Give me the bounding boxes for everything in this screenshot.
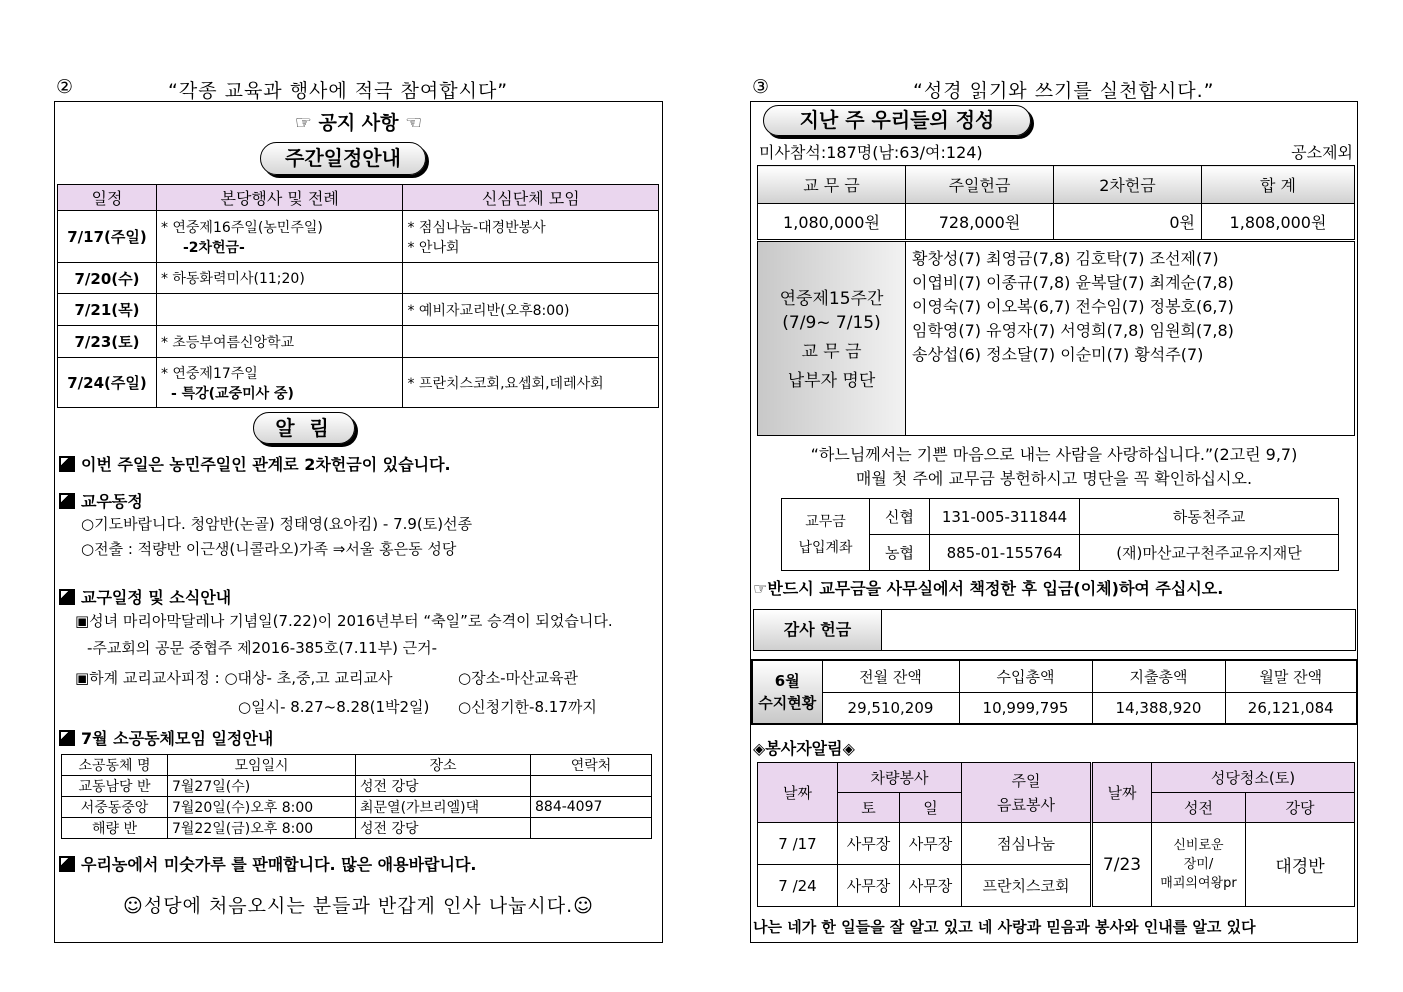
schedule-groups: * 예비자교리반(오후8:00) [403,294,659,326]
event-line: -2차헌금- [182,239,245,256]
small-cell [531,776,652,797]
vol-date: 7 /17 [758,823,838,865]
contributor-label-line: (7/9~ 7/15) [782,313,881,333]
finance-header: 지출총액 [1092,660,1225,692]
group-line: * 점심나눔-대경반봉사 [407,219,546,236]
account-number: 131-005-311844 [930,499,1080,535]
vol-drink: 프란치스코회 [962,865,1092,907]
small-community-title: 7월 소공동체모임 일정안내 [81,729,274,748]
vol-hall: 대경반 [1246,823,1355,907]
parish-news-title: 교우동정 [81,492,143,511]
schedule-groups [403,211,659,263]
offering-header: 합 계 [1202,166,1355,204]
vol-drink: 점심나눔 [962,823,1092,865]
event-line: * 연중제17주일 [160,365,258,382]
finance-header: 전월 잔액 [822,660,959,692]
farmer-sunday-notice [59,452,451,475]
small-cell: 교동남당 반 [62,776,168,797]
offering-value: 0원 [1054,204,1202,240]
schedule-events [156,358,403,408]
greeting: ☺성당에 처음오시는 분들과 반갑게 인사 나눕시다.☺ [123,895,594,917]
exclusion-note: 공소제외 [1291,143,1353,162]
bullet-box-icon [59,856,75,872]
event-line: * 연중제16주일(농민주일) [160,219,323,236]
schedule-row [58,263,659,294]
volunteer-title: ◈봉사자알림◈ [753,739,855,758]
small-header: 모임일시 [168,755,356,776]
vol-header-sun: 일 [900,793,962,823]
contributor-line: 이영숙(7) 이오복(6,7) 전수임(7) 정봉호(6,7) [912,297,1234,316]
offering-value: 1,080,000원 [758,204,906,240]
vol-header-sanctuary: 성전 [1152,793,1246,823]
left-slogan: “각종 교육과 행사에 적극 참여합시다” [168,80,509,102]
diocese-heading [59,585,231,608]
diocese-line: -주교회의 공문 중협주 제2016-385호(7.11부) 근거- [87,639,438,657]
vol-header-drink: 주일 음료봉사 [962,763,1092,823]
rice-notice-text: 우리농에서 미숫가루 를 판매합니다. 많은 애용바랍니다. [81,855,477,874]
volunteer-table [757,762,1355,907]
schedule-row [58,326,659,358]
vol-sun: 사무장 [900,865,962,907]
bullet-box-icon [59,456,75,472]
contributor-line: 황창성(7) 최영금(7,8) 김호탁(7) 조선제(7) [912,249,1219,268]
finance-header: 수입총액 [959,660,1092,692]
farmer-sunday-text: 이번 주일은 농민주일인 관계로 2차헌금이 있습니다. [81,455,451,474]
parish-news-heading [59,489,143,512]
small-cell: 서중동중앙 [62,797,168,818]
contributor-line: 송상섭(6) 정소달(7) 이순미(7) 황석주(7) [912,345,1204,364]
finance-value: 26,121,084 [1225,692,1357,724]
finance-value: 14,388,920 [1092,692,1225,724]
schedule-date: 7/23(토) [58,326,157,358]
offering-value: 1,808,000원 [1202,204,1355,240]
account-note: ☞반드시 교무금을 사무실에서 책정한 후 입금(이체)하여 주십시오. [753,579,1224,598]
contributor-line: 이엽비(7) 이종규(7,8) 윤복달(7) 최계순(7,8) [912,273,1234,292]
left-panel [54,101,663,943]
bullet-box-icon [59,730,75,746]
bank-name: 농협 [870,535,930,571]
vol-header-date: 날짜 [758,763,838,823]
small-cell [531,818,652,839]
finance-label [752,660,822,724]
small-row [62,797,652,818]
small-cell: 최문열(가브리엘)댁 [356,797,531,818]
bullet-box-icon [59,493,75,509]
finance-table [751,659,1358,725]
vol-header-car: 차량봉사 [838,763,962,793]
scripture-quote: “하느님께서는 기쁜 마음으로 내는 사람을 사랑하십니다.”(2고린 9,7) [810,445,1298,464]
bank-name: 신협 [870,499,930,535]
account-table [781,498,1339,571]
right-page-number: ③ [752,76,770,98]
contributor-label-line: 연중제15주간 [779,289,884,309]
small-row [62,818,652,839]
small-cell: 해량 반 [62,818,168,839]
contributor-line: 임학영(7) 유영자(7) 서영희(7,8) 임원희(7,8) [912,321,1234,340]
offering-header: 교 무 금 [758,166,906,204]
offering-value: 728,000원 [906,204,1054,240]
diocese-line: ○장소-마산교육관 [458,669,578,687]
finance-header: 월말 잔액 [1225,660,1357,692]
left-page-number: ② [56,76,74,98]
diocese-line: ○일시- 8.27~8.28(1박2일) [238,698,430,716]
vol-sanctuary [1152,823,1246,907]
schedule-header-groups: 신심단체 모임 [403,185,659,211]
vol-date: 7 /24 [758,865,838,907]
small-community-heading [59,726,273,749]
vol-header-date2: 날짜 [1092,763,1152,823]
notice-title: ☞ 공지 사항 ☜ [294,112,423,134]
schedule-date: 7/17(주일) [58,211,157,263]
account-holder: (재)마산교구천주교유지재단 [1080,535,1339,571]
schedule-row [58,294,659,326]
schedule-groups [403,326,659,358]
offering-header: 2차헌금 [1054,166,1202,204]
thanks-offering-label: 감사 헌금 [754,610,882,650]
vol-sanctuary-line: 신비로운 [1173,838,1224,853]
thanks-offering-box [753,609,1356,651]
account-holder: 하동천주교 [1080,499,1339,535]
offering-header: 주일헌금 [906,166,1054,204]
group-line: * 안나회 [407,239,460,256]
account-label-line: 납입계좌 [798,539,853,556]
parish-news-line: ○기도바랍니다. 청암반(논골) 정태영(요아킴) - 7.9(토)선종 [81,515,473,533]
parish-news-line: ○전출 : 적량반 이근생(니콜라오)가족 ⇒서울 홍은동 성당 [81,540,457,558]
small-cell: 성전 강당 [356,776,531,797]
monthly-reminder: 매월 첫 주에 교무금 봉헌하시고 명단을 꼭 확인하십시오. [855,469,1253,488]
finance-label-line: 수지현황 [758,694,817,712]
contributor-label-line: 납부자 명단 [787,371,876,391]
small-header: 연락처 [531,755,652,776]
schedule-groups: * 프란치스코회,요셉회,데레사회 [403,358,659,408]
contributor-label [758,242,906,435]
right-slogan: “성경 읽기와 쓰기를 실천합시다.” [913,80,1215,102]
finance-label-line: 6월 [774,672,800,690]
small-header: 장소 [356,755,531,776]
finance-value: 10,999,795 [959,692,1092,724]
weekly-schedule-title: 주간일정안내 [260,142,426,175]
right-panel [750,101,1358,943]
small-header: 소공동체 명 [62,755,168,776]
contributor-names-box [757,241,1355,436]
diocese-line: ▣하계 교리교사피정 : ○대상- 초,중,고 교리교사 [75,669,393,687]
offering-table [757,165,1355,240]
footer-verse: 나는 네가 한 일들을 잘 알고 있고 네 사랑과 믿음과 봉사와 인내를 알고 있다 [753,918,1256,936]
schedule-row [58,358,659,408]
attendance: 미사참석:187명(남:63/여:124) [759,143,983,162]
contributor-label-line: 교 무 금 [801,342,862,362]
schedule-events: * 하동화력미사(11;20) [156,263,403,294]
small-community-table [61,754,652,839]
schedule-events [156,294,403,326]
account-number: 885-01-155764 [930,535,1080,571]
schedule-header-date: 일정 [58,185,157,211]
vol-sanctuary-line: 장미/ [1183,857,1214,872]
schedule-row [58,211,659,263]
offering-title: 지난 주 우리들의 정성 [763,105,1031,136]
bullet-box-icon [59,589,75,605]
vol-header-sat: 토 [838,793,900,823]
small-cell: 7월20일(수)오후 8:00 [168,797,356,818]
vol-clean-date: 7/23 [1092,823,1152,907]
vol-header-clean: 성당청소(토) [1152,763,1355,793]
account-label-line: 교무금 [805,513,846,530]
schedule-header-events: 본당행사 및 전례 [156,185,403,211]
vol-header-hall: 강당 [1246,793,1355,823]
schedule-date: 7/20(수) [58,263,157,294]
weekly-schedule-table [57,184,659,408]
vol-sat: 사무장 [838,865,900,907]
rice-notice [59,852,477,875]
diocese-line: ○신청기한-8.17까지 [458,698,597,716]
small-cell: 7월22일(금)오후 8:00 [168,818,356,839]
vol-sanctuary-line: 매괴의여왕pr [1160,876,1237,891]
schedule-date: 7/21(목) [58,294,157,326]
account-label [782,499,870,571]
schedule-date: 7/24(주일) [58,358,157,408]
small-cell: 성전 강당 [356,818,531,839]
finance-value: 29,510,209 [822,692,959,724]
small-cell: 884-4097 [531,797,652,818]
alarm-title: 알 림 [253,412,355,444]
schedule-events [156,211,403,263]
diocese-line: ▣성녀 마리아막달레나 기념일(7.22)이 2016년부터 “축일”로 승격이 되었습니다. [75,612,613,630]
vol-sat: 사무장 [838,823,900,865]
schedule-groups [403,263,659,294]
diocese-title: 교구일정 및 소식안내 [81,588,232,607]
vol-sun: 사무장 [900,823,962,865]
small-row [62,776,652,797]
event-line: - 특강(교중미사 중) [170,385,294,402]
small-cell: 7월27일(수) [168,776,356,797]
schedule-events: * 초등부여름신앙학교 [156,326,403,358]
